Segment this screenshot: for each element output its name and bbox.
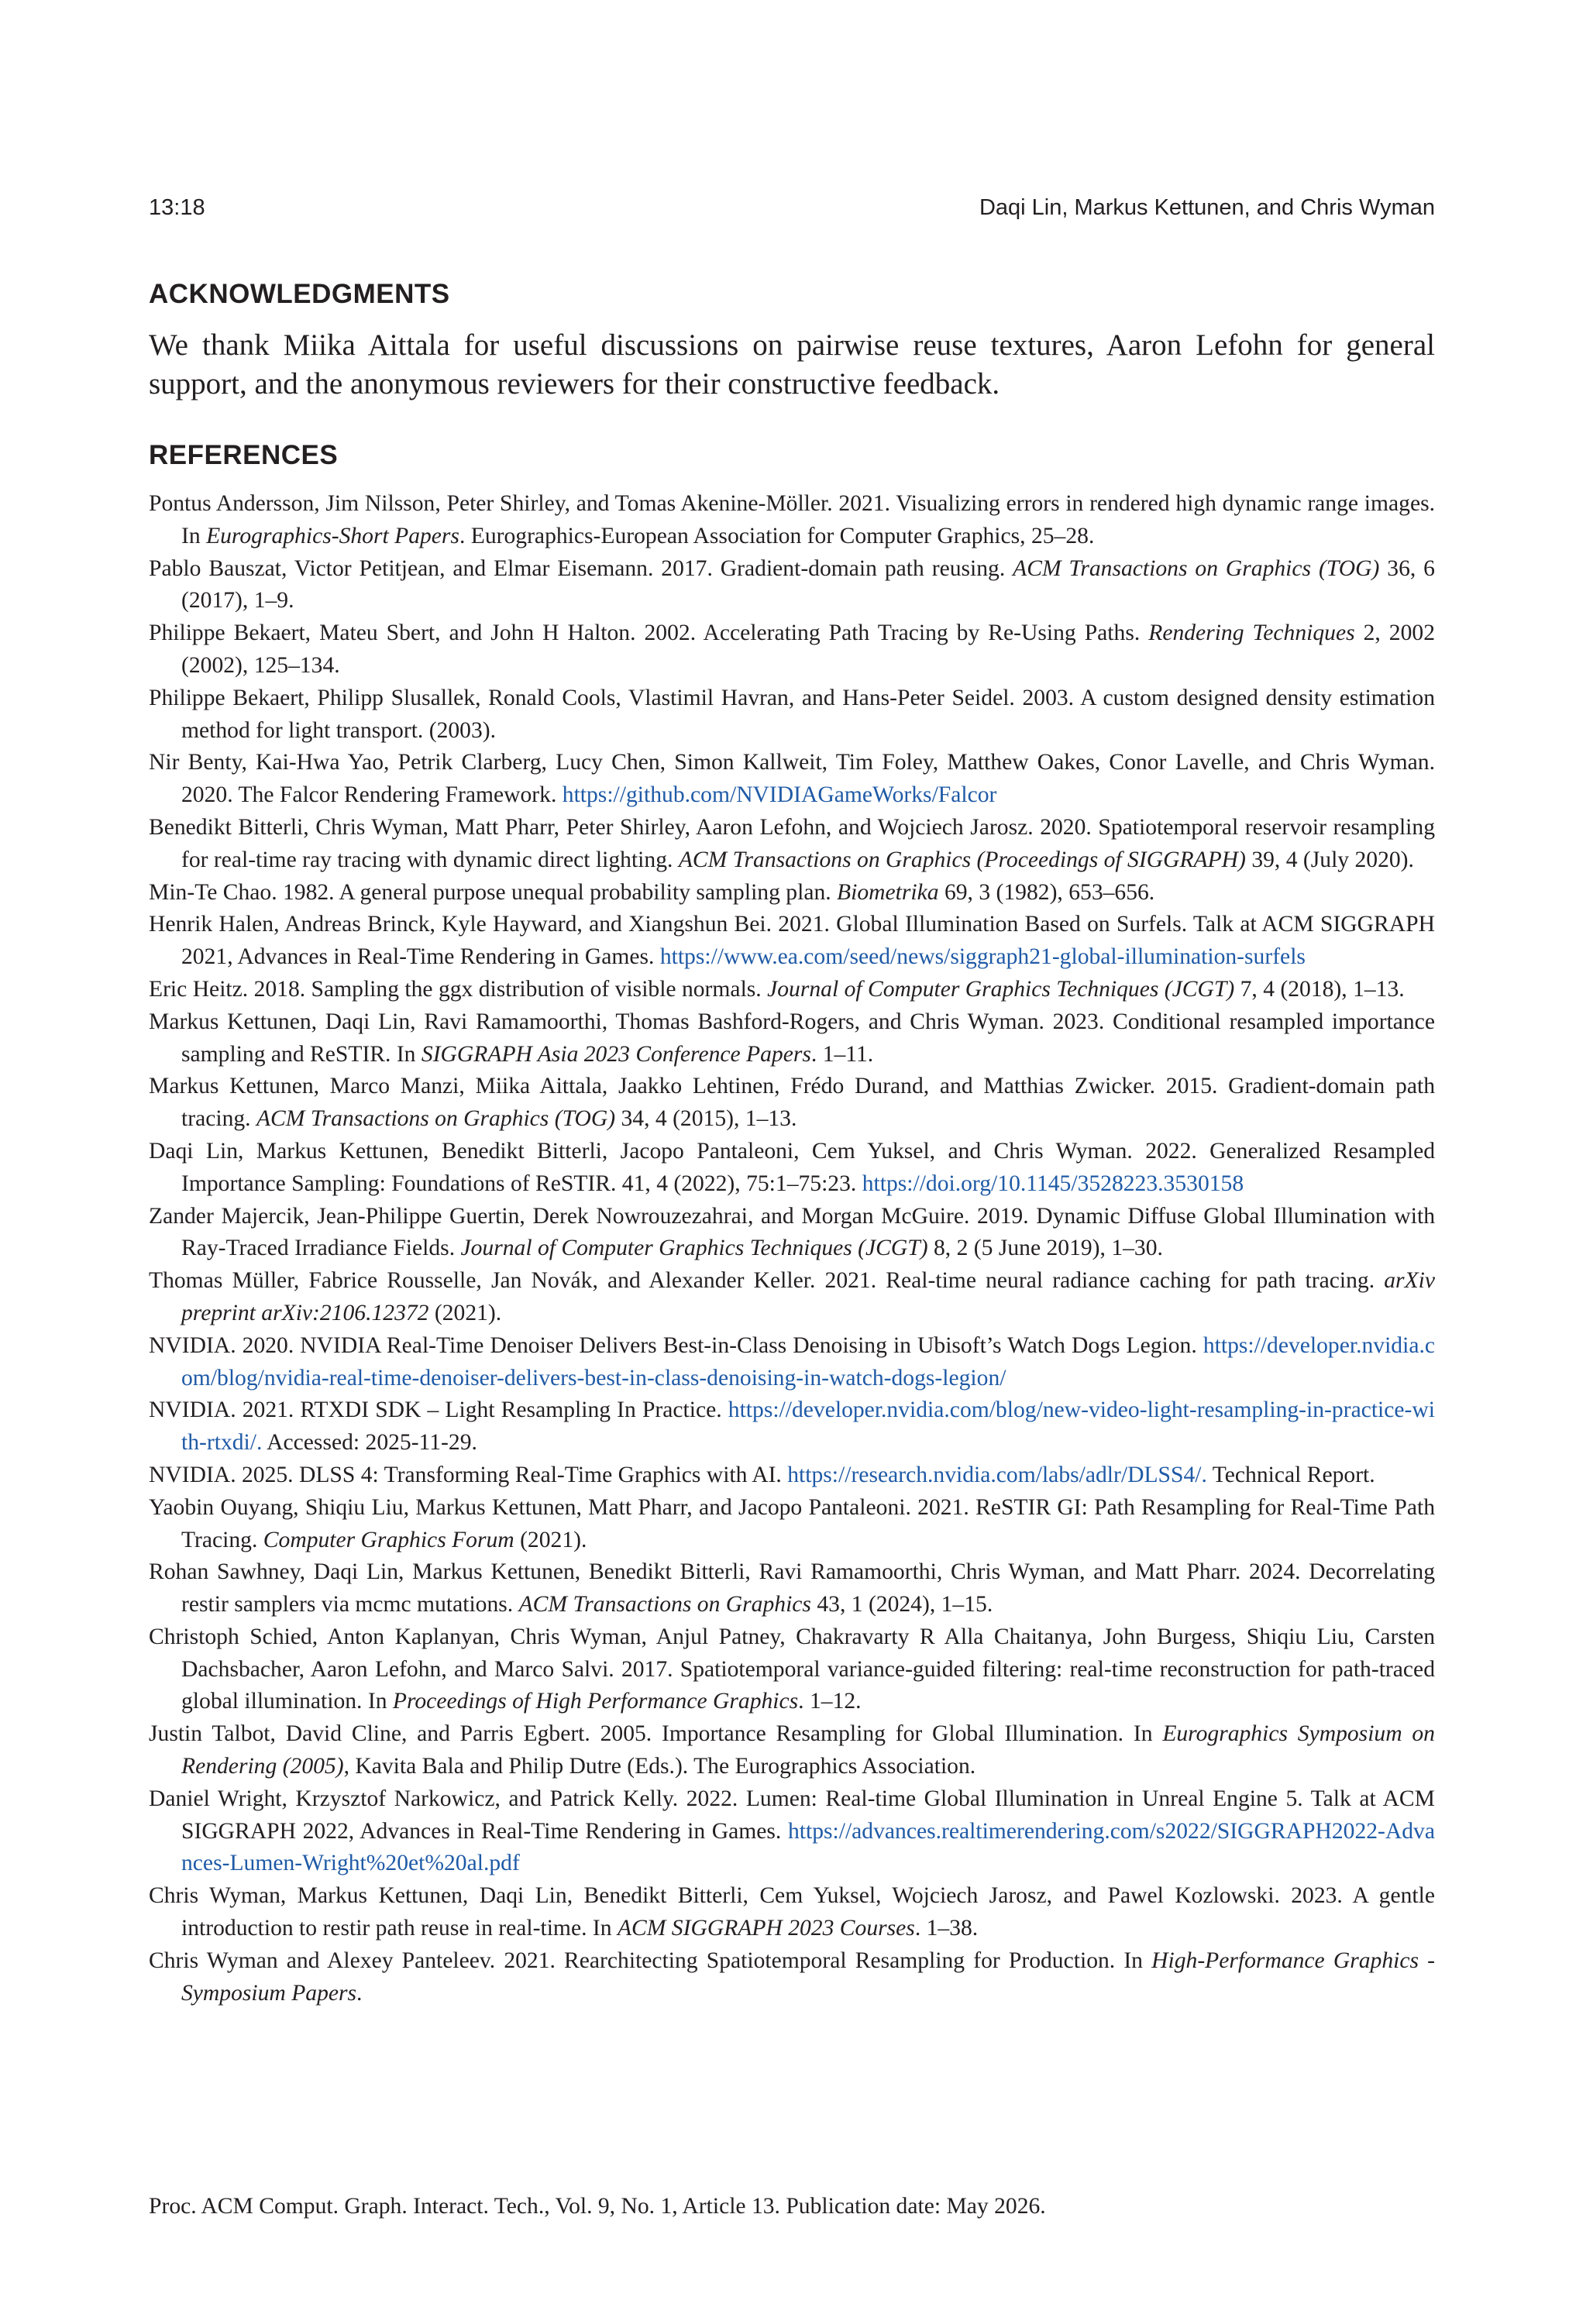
reference-text-tail: 69, 3 (1982), 653–656. [938, 879, 1155, 905]
reference-entry [149, 1201, 1435, 1266]
reference-link[interactable]: https://research.nvidia.com/labs/adlr/DLSS4/. [787, 1462, 1207, 1487]
reference-text-tail: Accessed: 2025-11-29. [262, 1430, 477, 1456]
reference-entry [149, 1071, 1435, 1136]
reference-text: Chris Wyman and Alexey Panteleev. 2021. Rearchitecting Spatiotemporal Resampling for Production. In [149, 1948, 1152, 1973]
reference-entry [149, 974, 1435, 1006]
reference-text: Nir Benty, Kai-Hwa Yao, Petrik Clarberg, Lucy Chen, Simon Kallweit, Tim Foley, Matthew Oakes, Conor Lavelle, and Chris Wyman. 2020. The Falcor Rendering Framework. [149, 750, 1435, 808]
reference-text-tail: 7, 4 (2018), 1–13. [1234, 976, 1405, 1002]
reference-text-tail: 36, 6 (2017), 1–9. [181, 555, 1435, 614]
reference-entry [149, 682, 1435, 748]
reference-text-tail: (2021). [514, 1527, 587, 1552]
reference-text: Thomas Müller, Fabrice Rousselle, Jan Novák, and Alexander Keller. 2021. Real-time neural radiance caching for path tracing. [149, 1268, 1385, 1294]
references-list [149, 488, 1435, 2009]
reference-venue: ACM Transactions on Graphics (TOG) [1013, 555, 1380, 581]
reference-text: Henrik Halen, Andreas Brinck, Kyle Hayward, and Xiangshun Bei. 2021. Global Illumination Based on Surfels. Talk at ACM SIGGRAPH 2021, Advances in Real-Time Rendering in Games. [149, 912, 1435, 970]
paper-page [149, 0, 1435, 2324]
reference-venue: ACM SIGGRAPH 2023 Courses [617, 1916, 915, 1941]
reference-entry [149, 1136, 1435, 1201]
reference-venue: SIGGRAPH Asia 2023 Conference Papers [421, 1041, 811, 1067]
reference-text-tail: , Kavita Bala and Philip Dutre (Eds.). The Eurographics Association. [343, 1754, 976, 1779]
reference-entry [149, 1330, 1435, 1395]
reference-entry [149, 617, 1435, 682]
page-label: 13:18 [149, 195, 205, 220]
reference-venue: Rendering Techniques [1148, 621, 1355, 646]
reference-venue: Biometrika [837, 879, 939, 905]
reference-entry [149, 1459, 1435, 1492]
running-header [149, 195, 1435, 226]
reference-text: Pablo Bauszat, Victor Petitjean, and Elmar Eisemann. 2017. Gradient-domain path reusing. [149, 555, 1013, 581]
reference-venue: Eurographics-Short Papers [206, 523, 459, 548]
reference-text: Markus Kettunen, Daqi Lin, Ravi Ramamoorthi, Thomas Bashford-Rogers, and Chris Wyman. 2023. Conditional resampled importance sampling and ReSTIR. In [149, 1009, 1435, 1067]
reference-venue: ACM Transactions on Graphics [518, 1592, 811, 1618]
reference-text: Zander Majercik, Jean-Philippe Guertin, Derek Nowrouzezahrai, and Morgan McGuire. 2019. Dynamic Diffuse Global Illumination with Ray-Traced Irradiance Fields. [149, 1203, 1435, 1261]
reference-entry [149, 909, 1435, 974]
reference-text: Benedikt Bitterli, Chris Wyman, Matt Pharr, Peter Shirley, Aaron Lefohn, and Wojciech Jarosz. 2020. Spatiotemporal reservoir resampling for real-time ray tracing with dynamic direct lighting. [149, 814, 1435, 872]
reference-text: NVIDIA. 2021. RTXDI SDK – Light Resampling In Practice. [149, 1397, 728, 1423]
reference-entry [149, 488, 1435, 553]
reference-venue: arXiv preprint arXiv:2106.12372 [181, 1268, 1435, 1325]
reference-link[interactable]: https://www.ea.com/seed/news/siggraph21-global-illumination-surfels [659, 944, 1306, 970]
reference-entry [149, 1718, 1435, 1783]
reference-link[interactable]: https://advances.realtimerendering.com/s2022/SIGGRAPH2022-Advances-Lumen-Wright%20et%20al.pdf [181, 1818, 1435, 1876]
reference-link[interactable]: https://developer.nvidia.com/blog/nvidia-real-time-denoiser-delivers-best-in-class-denoising-in-watch-dogs-legion/ [181, 1332, 1435, 1391]
reference-text-tail: 39, 4 (July 2020). [1245, 847, 1414, 872]
reference-text-tail: . 1–12. [798, 1689, 862, 1714]
reference-entry [149, 1394, 1435, 1459]
reference-text-tail: . Eurographics-European Association for Computer Graphics, 25–28. [459, 523, 1095, 548]
page-footer: Proc. ACM Comput. Graph. Interact. Tech., Vol. 9, No. 1, Article 13. Publication date: May 2026. [149, 2194, 1046, 2219]
reference-entry [149, 812, 1435, 877]
reference-venue: Eurographics Symposium on Rendering (2005) [181, 1721, 1435, 1779]
reference-text: Markus Kettunen, Marco Manzi, Miika Aittala, Jaakko Lehtinen, Frédo Durand, and Matthias Zwicker. 2015. Gradient-domain path tracing. [149, 1074, 1435, 1132]
reference-text: Eric Heitz. 2018. Sampling the ggx distribution of visible normals. [149, 976, 768, 1002]
header-authors: Daqi Lin, Markus Kettunen, and Chris Wyman [979, 195, 1435, 220]
reference-entry [149, 1880, 1435, 1945]
reference-venue: Journal of Computer Graphics Techniques (JCGT) [767, 976, 1235, 1002]
reference-text-tail: . [356, 1980, 363, 2006]
acknowledgments-heading: ACKNOWLEDGMENTS [149, 279, 450, 309]
reference-text: Philippe Bekaert, Philipp Slusallek, Ronald Cools, Vlastimil Havran, and Hans-Peter Seidel. 2003. A custom designed density estimation method for light transport. (2003). [149, 685, 1435, 743]
reference-entry [149, 553, 1435, 618]
reference-text: Min-Te Chao. 1982. A general purpose unequal probability sampling plan. [149, 879, 838, 905]
reference-text-tail: Technical Report. [1206, 1462, 1375, 1487]
reference-link[interactable]: https://doi.org/10.1145/3528223.3530158 [862, 1171, 1244, 1196]
reference-entry [149, 1492, 1435, 1557]
reference-text-tail: . 1–11. [810, 1041, 874, 1067]
reference-text: Justin Talbot, David Cline, and Parris Egbert. 2005. Importance Resampling for Global Illumination. In [149, 1721, 1163, 1747]
reference-entry [149, 877, 1435, 909]
reference-text-tail: 43, 1 (2024), 1–15. [810, 1592, 993, 1618]
reference-entry [149, 1621, 1435, 1718]
reference-text: Daniel Wright, Krzysztof Narkowicz, and Patrick Kelly. 2022. Lumen: Real-time Global Illumination in Unreal Engine 5. Talk at ACM SIGGRAPH 2022, Advances in Real-Time Rendering in Games. [149, 1786, 1435, 1844]
reference-text: Pontus Andersson, Jim Nilsson, Peter Shirley, and Tomas Akenine-Möller. 2021. Visualizing errors in rendered high dynamic range images. In [149, 491, 1435, 548]
reference-entry [149, 1265, 1435, 1330]
reference-text: Daqi Lin, Markus Kettunen, Benedikt Bitterli, Jacopo Pantaleoni, Cem Yuksel, and Chris Wyman. 2022. Generalized Resampled Importance Sampling: Foundations of ReSTIR. 41, 4 (2022), 75:1–75:23. [149, 1138, 1435, 1196]
acknowledgments-text: We thank Miika Aittala for useful discussions on pairwise reuse textures, Aaron Lefohn for general support, and the anonymous reviewers for their constructive feedback. [149, 328, 1435, 401]
reference-text: Christoph Schied, Anton Kaplanyan, Chris Wyman, Anjul Patney, Chakravarty R Alla Chaitanya, John Burgess, Shiqiu Liu, Carsten Dachsbacher, Aaron Lefohn, and Marco Salvi. 2017. Spatiotemporal variance-guided filtering: real-time reconstruction for path-traced global illumination. In [149, 1624, 1435, 1714]
reference-entry [149, 1945, 1435, 2010]
reference-text: Philippe Bekaert, Mateu Sbert, and John H Halton. 2002. Accelerating Path Tracing by Re-Using Paths. [149, 621, 1149, 646]
reference-entry [149, 747, 1435, 812]
reference-entry [149, 1783, 1435, 1880]
reference-link[interactable]: https://github.com/NVIDIAGameWorks/Falcor [562, 782, 997, 808]
reference-text-tail: 34, 4 (2015), 1–13. [615, 1106, 797, 1132]
reference-text: NVIDIA. 2020. NVIDIA Real-Time Denoiser Delivers Best-in-Class Denoising in Ubisoft’s Watch Dogs Legion. [149, 1332, 1203, 1358]
reference-text-tail: (2021). [428, 1300, 502, 1325]
references-heading: REFERENCES [149, 440, 339, 470]
reference-text-tail: 2, 2002 (2002), 125–134. [181, 621, 1435, 678]
reference-venue: Journal of Computer Graphics Techniques (JCGT) [460, 1236, 928, 1261]
reference-venue: ACM Transactions on Graphics (TOG) [256, 1106, 616, 1132]
reference-text-tail: 8, 2 (5 June 2019), 1–30. [927, 1236, 1163, 1261]
reference-venue: ACM Transactions on Graphics (Proceedings of SIGGRAPH) [678, 847, 1246, 872]
reference-text: Yaobin Ouyang, Shiqiu Liu, Markus Kettunen, Matt Pharr, and Jacopo Pantaleoni. 2021. ReSTIR GI: Path Resampling for Real-Time Path Tracing. [149, 1494, 1435, 1552]
reference-text: Chris Wyman, Markus Kettunen, Daqi Lin, Benedikt Bitterli, Cem Yuksel, Wojciech Jarosz, and Pawel Kozlowski. 2023. A gentle introduction to restir path reuse in real-time. In [149, 1883, 1435, 1941]
reference-text-tail: . 1–38. [914, 1916, 979, 1941]
reference-venue: High-Performance Graphics - Symposium Papers [181, 1948, 1435, 2006]
reference-link[interactable]: https://developer.nvidia.com/blog/new-video-light-resampling-in-practice-with-rtxdi/. [181, 1397, 1435, 1456]
reference-entry [149, 1006, 1435, 1071]
reference-text: Rohan Sawhney, Daqi Lin, Markus Kettunen, Benedikt Bitterli, Ravi Ramamoorthi, Chris Wyman, and Matt Pharr. 2024. Decorrelating restir samplers via mcmc mutations. [149, 1559, 1435, 1618]
reference-venue: Proceedings of High Performance Graphics [392, 1689, 799, 1714]
reference-text: NVIDIA. 2025. DLSS 4: Transforming Real-Time Graphics with AI. [149, 1462, 788, 1487]
reference-entry [149, 1556, 1435, 1621]
reference-venue: Computer Graphics Forum [263, 1527, 514, 1552]
